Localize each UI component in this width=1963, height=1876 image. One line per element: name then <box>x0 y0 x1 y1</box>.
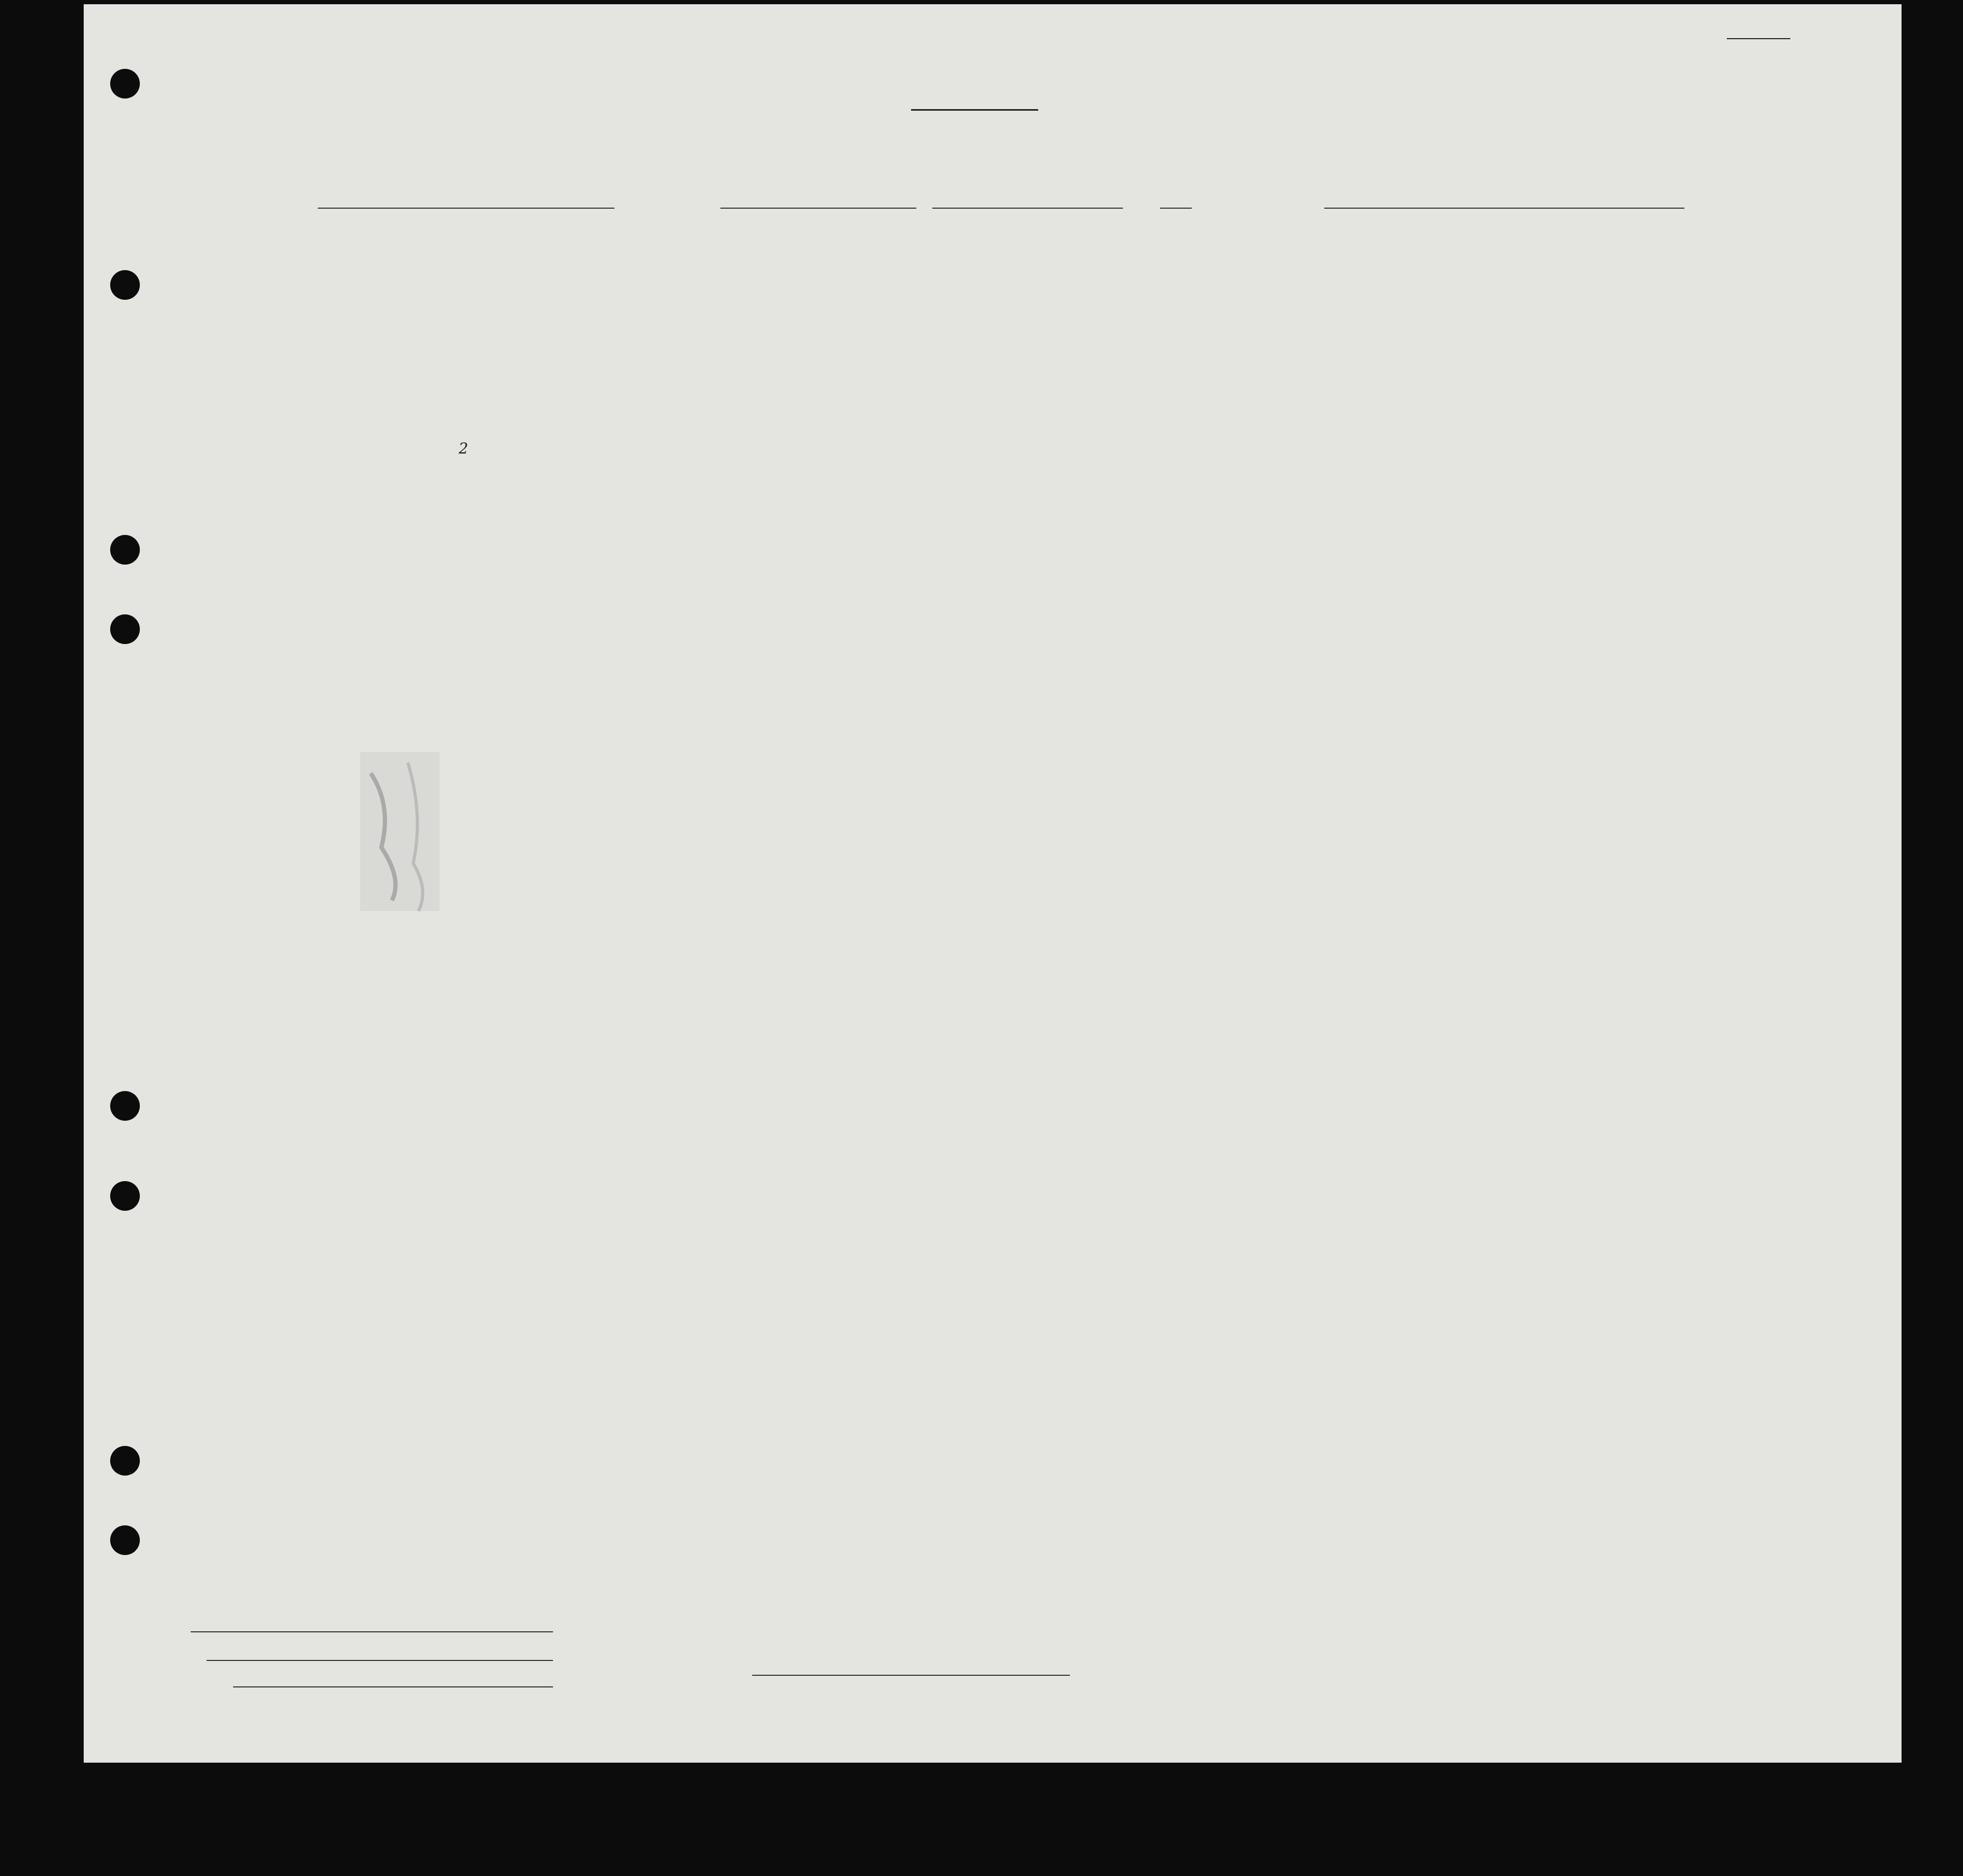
row3-given-insert: 2 <box>459 440 468 457</box>
inspector-signature-rule <box>752 1675 1070 1676</box>
footer-line-rule <box>191 1631 553 1632</box>
consular-seal <box>286 742 508 922</box>
footer-owners-rule <box>207 1660 553 1661</box>
footer-agents-rule <box>233 1686 553 1687</box>
